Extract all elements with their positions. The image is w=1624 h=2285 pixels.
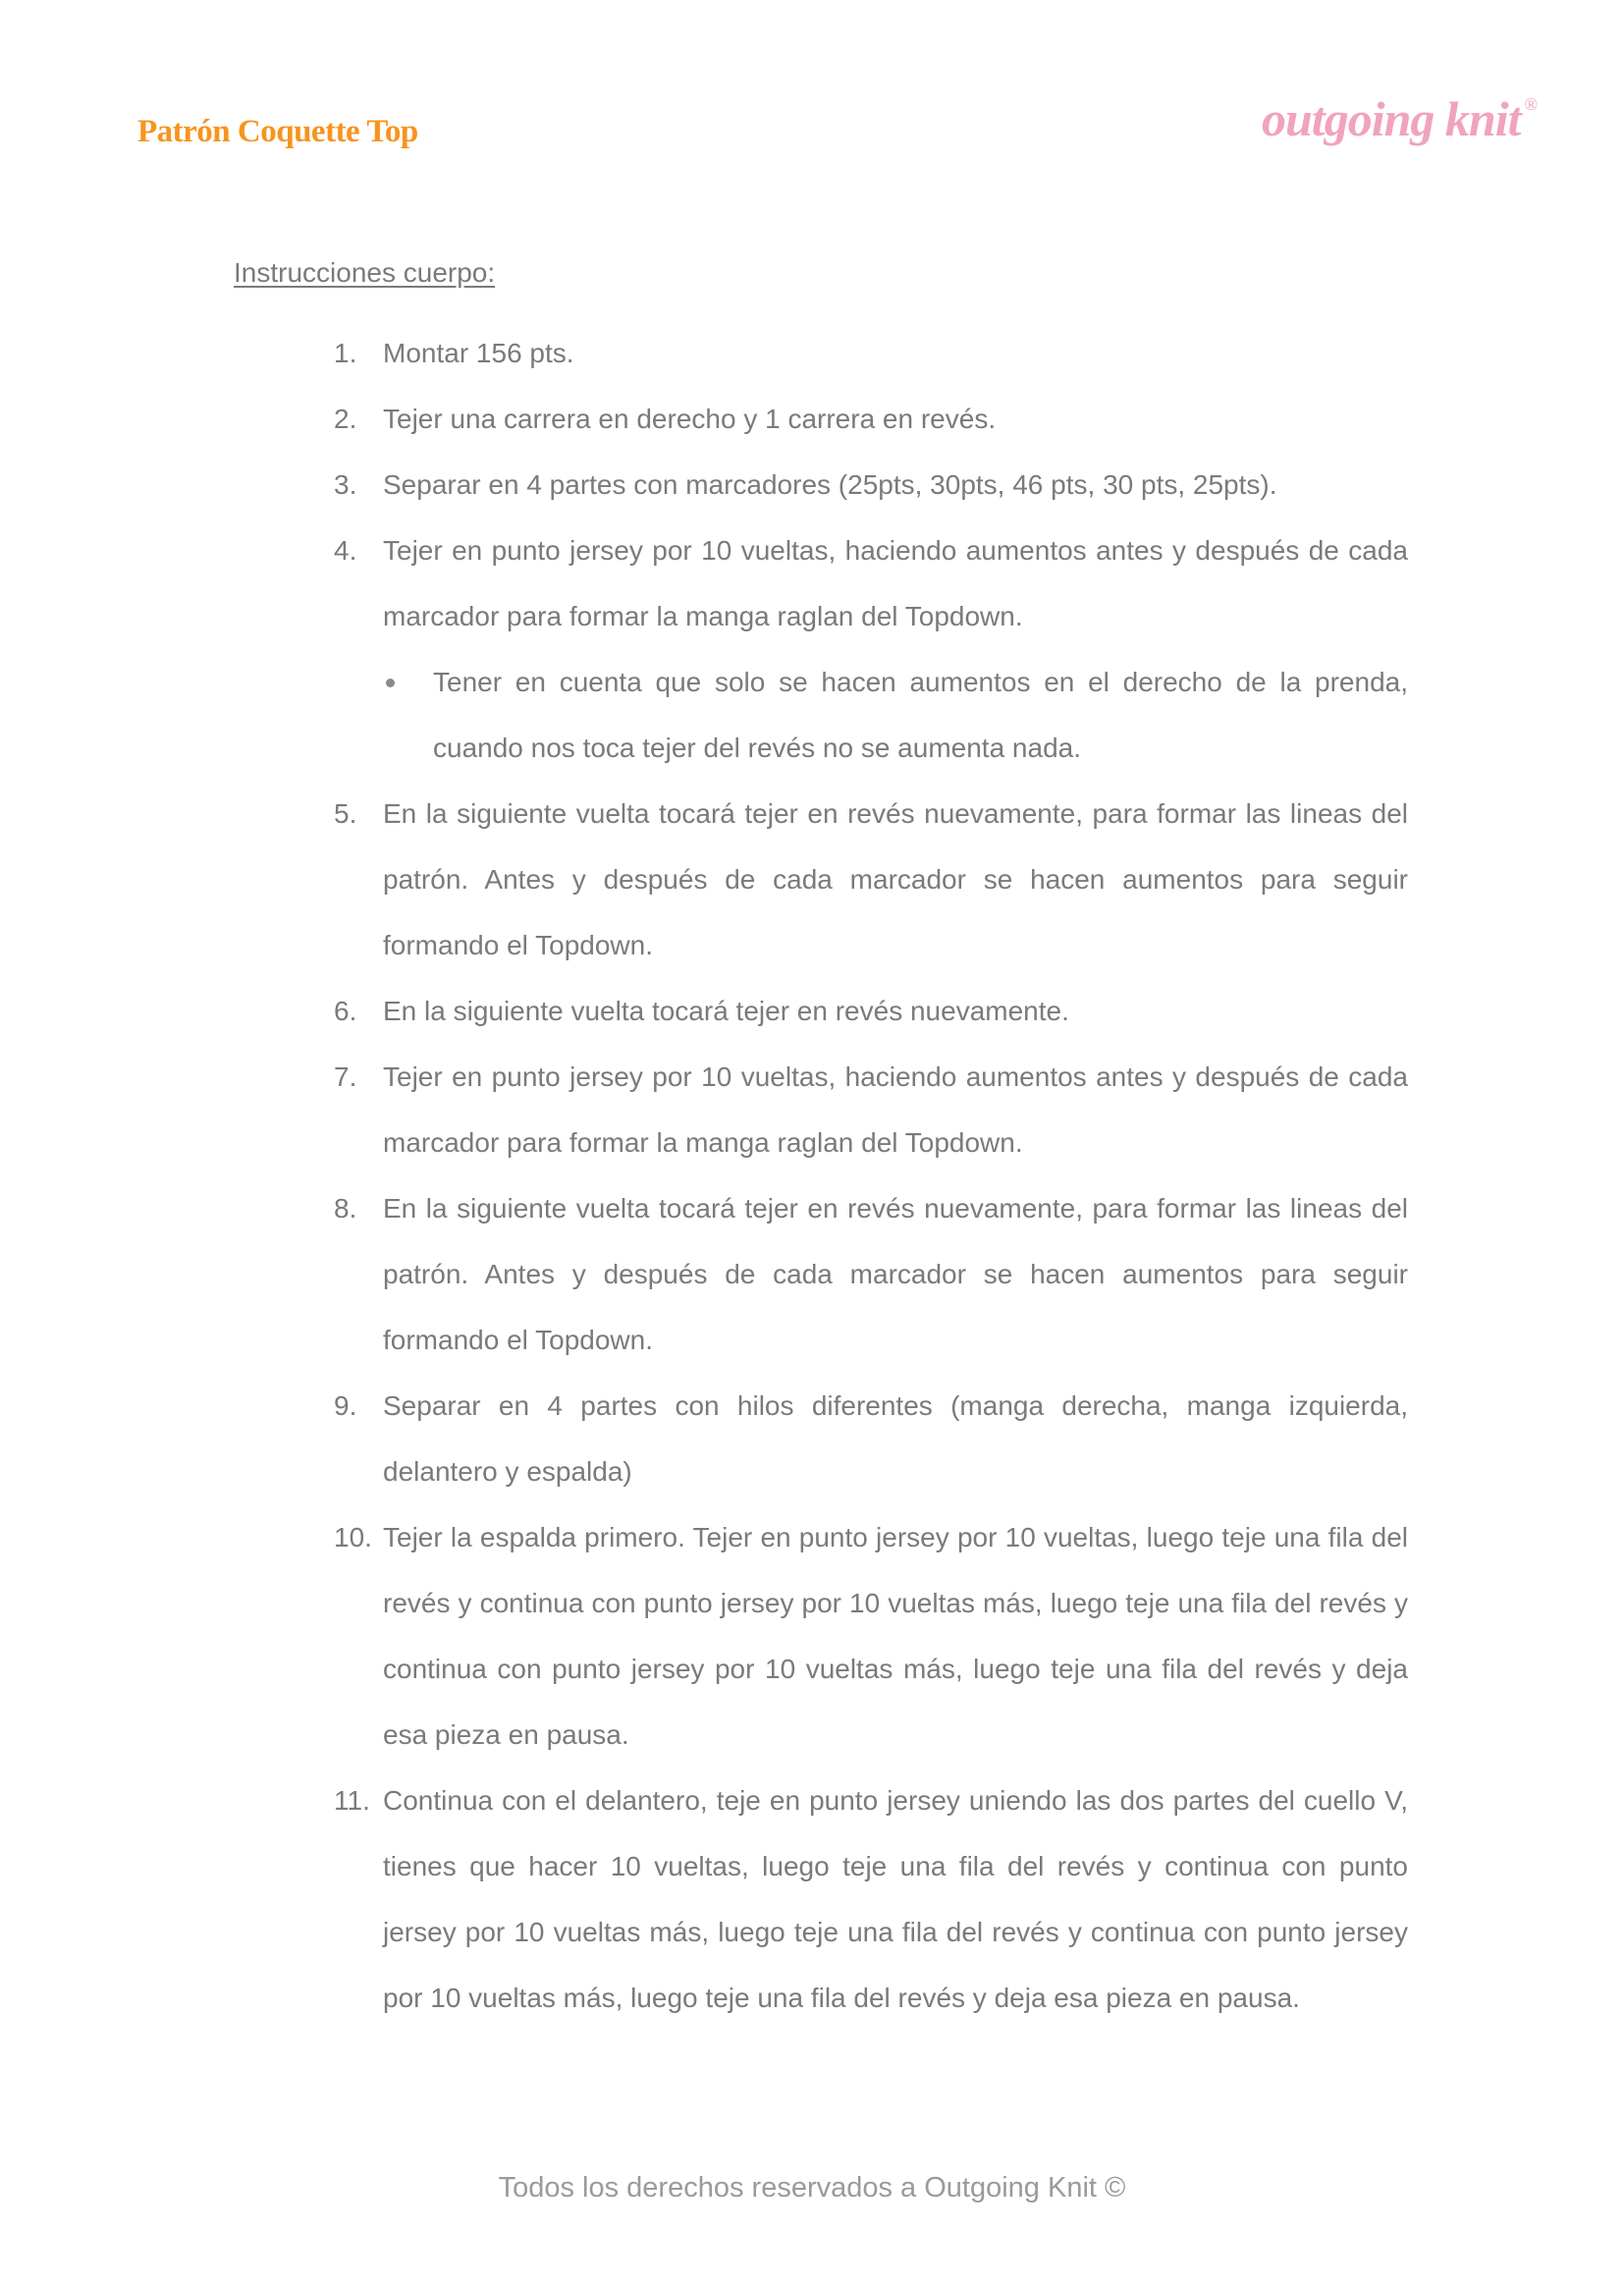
step-text: Separar en 4 partes con hilos diferentes (manga derecha, manga izquierda, delantero y espalda) (383, 1390, 1408, 1487)
step-number: 7. (334, 1061, 357, 1092)
note-text: Tener en cuenta que solo se hacen aumentos en el derecho de la prenda, cuando nos toca tejer del revés no se aumenta nada. (433, 667, 1408, 763)
brand-logo (1262, 90, 1537, 147)
document-title: Patrón Coquette Top (137, 114, 418, 149)
step-item (334, 1175, 1408, 1373)
step-text: Separar en 4 partes con marcadores (25pts, 30pts, 46 pts, 30 pts, 25pts). (383, 469, 1277, 500)
registered-mark: ® (1524, 94, 1538, 114)
step-text: Tejer una carrera en derecho y 1 carrera en revés. (383, 404, 997, 434)
step-text: Tejer en punto jersey por 10 vueltas, haciendo aumentos antes y después de cada marcador para formar la manga raglan del Topdown. (383, 1061, 1408, 1158)
step-number: 9. (334, 1390, 357, 1421)
step-item (334, 1373, 1408, 1504)
step-number: 11. (334, 1785, 370, 1816)
step-number: 3. (334, 469, 357, 500)
step-number: 4. (334, 535, 357, 566)
step-item (334, 1768, 1408, 2031)
step-item (334, 1044, 1408, 1175)
step-item (334, 386, 1408, 452)
step-item (334, 1504, 1408, 1768)
step-text: Tejer en punto jersey por 10 vueltas, haciendo aumentos antes y después de cada marcador para formar la manga raglan del Topdown. (383, 535, 1408, 631)
step-item (334, 320, 1408, 386)
logo-text: outgoing knit (1262, 91, 1521, 146)
step-item (334, 517, 1408, 781)
step-note (383, 649, 1408, 781)
instruction-list (334, 320, 1408, 2031)
step-number: 8. (334, 1193, 357, 1224)
section-heading: Instrucciones cuerpo: (234, 257, 496, 288)
step-text: Continua con el delantero, teje en punto jersey uniendo las dos partes del cuello V, tienes que hacer 10 vueltas, luego teje una fila del revés y continua con punto jersey por 10 vueltas más, luego teje una fila del revés y continua con punto jersey por 10 vueltas más, luego teje una fila del revés y deja esa pieza en pausa. (383, 1785, 1408, 2013)
step-number: 6. (334, 996, 357, 1026)
step-text: Montar 156 pts. (383, 338, 574, 368)
step-text: En la siguiente vuelta tocará tejer en revés nuevamente, para formar las lineas del patrón. Antes y después de cada marcador se hacen aumentos para seguir formando el Topdown. (383, 1193, 1408, 1355)
step-number: 2. (334, 404, 357, 434)
step-item (334, 781, 1408, 978)
step-item (334, 452, 1408, 517)
step-text: Tejer la espalda primero. Tejer en punto jersey por 10 vueltas, luego teje una fila del revés y continua con punto jersey por 10 vueltas más, luego teje una fila del revés y continua con punto jersey por 10 vueltas más, luego teje una fila del revés y deja esa pieza en pausa. (383, 1522, 1408, 1750)
bullet-icon (386, 679, 395, 687)
step-text: En la siguiente vuelta tocará tejer en revés nuevamente, para formar las lineas del patrón. Antes y después de cada marcador se hacen aumentos para seguir formando el Topdown. (383, 798, 1408, 960)
step-number: 10. (334, 1522, 372, 1552)
step-item (334, 978, 1408, 1044)
step-number: 1. (334, 338, 357, 368)
copyright-footer: Todos los derechos reservados a Outgoing Knit © (498, 2172, 1126, 2203)
step-number: 5. (334, 798, 357, 829)
step-text: En la siguiente vuelta tocará tejer en revés nuevamente. (383, 996, 1069, 1026)
